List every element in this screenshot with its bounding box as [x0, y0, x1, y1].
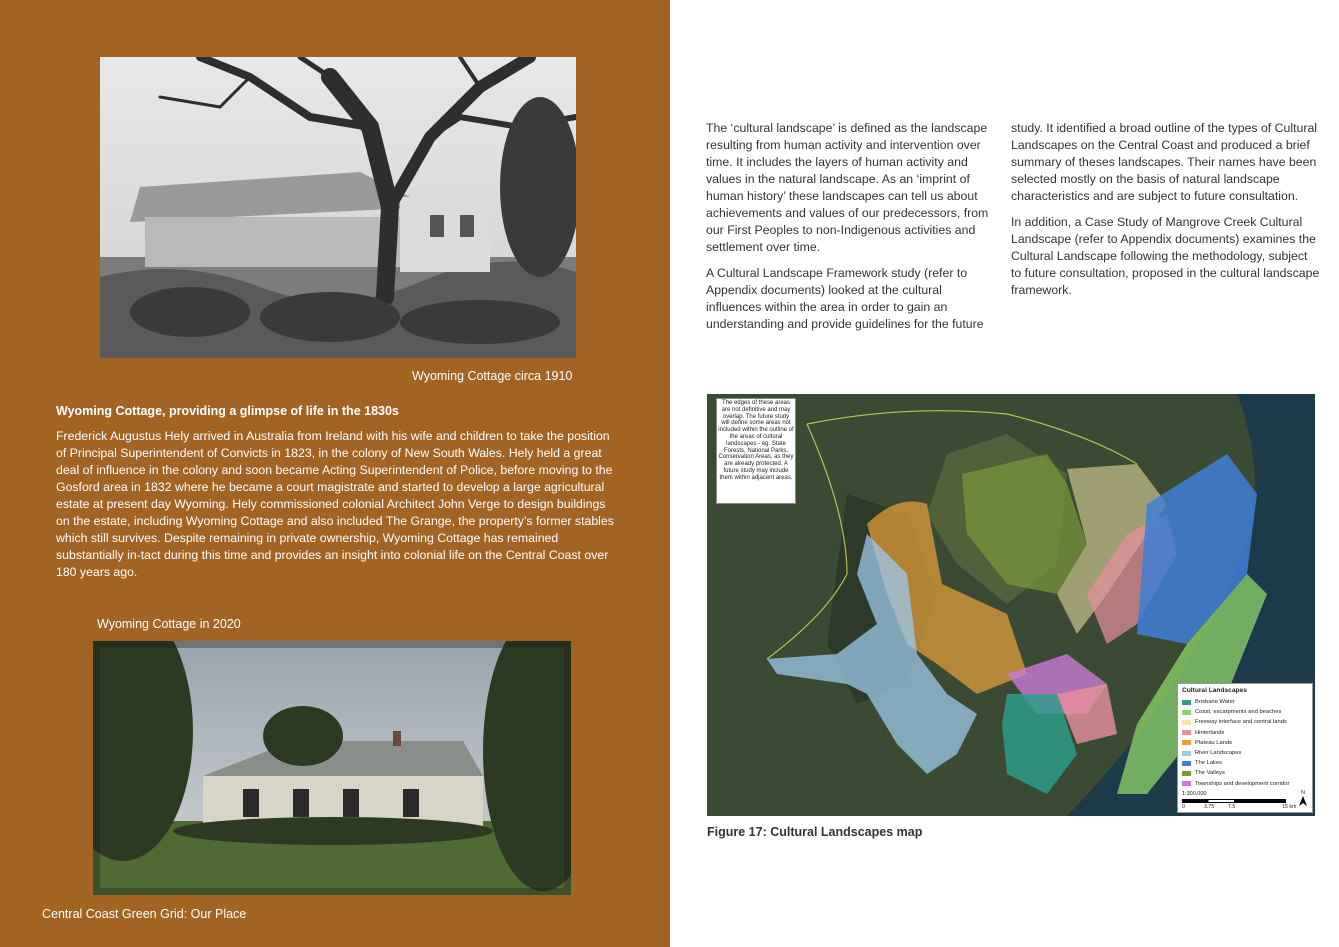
- paragraph-framework-study: A Cultural Landscape Framework study (refer to Appendix documents) looked at the cultural influences within the area in order to gain an understanding and provide guidelines for the future: [706, 266, 984, 331]
- legend-item: [1182, 697, 1308, 707]
- legend-label: Townships and development corridor: [1195, 780, 1290, 787]
- wyoming-cottage-2020-photo: [93, 641, 571, 895]
- scale-tick: 7.5: [1228, 803, 1236, 810]
- photo-2020-caption: Wyoming Cottage in 2020: [97, 617, 241, 631]
- paragraph-framework-study-cont: study. It identified a broad outline of the types of Cultural Landscapes on the Central Coast and produced a brief summary of theses landscapes. Their names have been selected mostly on the basis of natural landscape characteristics and are subject to future consultation.: [1011, 121, 1318, 203]
- legend-swatch: [1182, 730, 1191, 735]
- scale-ticks: [1182, 804, 1308, 811]
- legend-label: Hinterlands: [1195, 729, 1225, 736]
- legend-item: [1182, 758, 1308, 768]
- map-note: The edges of these areas are not definitive and may overlap. The future study will define some areas not included within the outline of the areas of cultural landscapes - eg. State Forests, National Parks, Conservation Areas, as they are already protected. A future study may include them within adjacent areas.: [716, 398, 796, 504]
- intro-column-left: [706, 120, 996, 342]
- section-body: Frederick Augustus Hely arrived in Australia from Ireland with his wife and children to take the position of Principal Superintendent of Convicts in 1823, in the colony of New South Wales. Hely held a great deal of influence in the colony and soon became Acting Superintendent of Police, before moving to the Gosford area in 1832 where he became a court magistrate and started to develop a large agricultural estate at present day Wyoming. Hely commissioned colonial Architect John Verge to design buildings on the estate, including Wyoming Cottage and also included The Grange, the property’s former stables which still survives. Despite remaining in private ownership, Wyoming Cottage has remained substantially in-tact during this time and provides an insight into colonial life on the Central Coast over 180 years ago.: [56, 429, 614, 579]
- legend-item: [1182, 707, 1308, 717]
- legend-swatch: [1182, 700, 1191, 705]
- legend-label: Freeway interface and central lands: [1195, 719, 1287, 726]
- legend-item: [1182, 717, 1308, 727]
- legend-item: [1182, 738, 1308, 748]
- section-heading: Wyoming Cottage, providing a glimpse of life in the 1830s: [56, 404, 399, 418]
- legend-swatch: [1182, 761, 1191, 766]
- legend-label: River Landscapes: [1195, 750, 1242, 757]
- legend-swatch: [1182, 720, 1191, 725]
- figure-caption: Figure 17: Cultural Landscapes map: [707, 825, 923, 839]
- paragraph-case-study: In addition, a Case Study of Mangrove Creek Cultural Landscape (refer to Appendix documents) examines the Cultural Landscape following the methodology, subject to future consultation, proposed in the cultural landscape framework.: [1011, 215, 1320, 297]
- legend-swatch: [1182, 751, 1191, 756]
- legend-item: [1182, 748, 1308, 758]
- scale-tick: 3.75: [1204, 803, 1215, 810]
- paragraph-cultural-landscape: The ‘cultural landscape’ is defined as the landscape resulting from human activity and intervention over time. It includes the layers of human activity and values in the natural landscape. As an ‘imprint of human history’ these landscapes can tell us about achievements and values of our predecessors, from our First Peoples to non-Indigenous activities and settlement over time.: [706, 121, 989, 254]
- map-scale: [1182, 791, 1308, 811]
- legend-label: Plateau Lands: [1195, 739, 1233, 746]
- scale-text: 1:300,000: [1182, 790, 1207, 797]
- photo-1910-caption: Wyoming Cottage circa 1910: [412, 369, 573, 383]
- legend-swatch: [1182, 710, 1191, 715]
- legend-label: Coast, escarpments and beaches: [1195, 709, 1282, 716]
- intro-column-right: [1011, 120, 1321, 308]
- legend-item: [1182, 779, 1308, 789]
- map-legend: [1177, 683, 1313, 813]
- cultural-landscapes-map: [707, 394, 1315, 816]
- legend-label: The Lakes: [1195, 760, 1223, 767]
- legend-items: [1182, 697, 1308, 789]
- wyoming-cottage-1910-photo: [100, 57, 576, 358]
- north-label: N: [1301, 790, 1305, 796]
- legend-label: The Valleys: [1195, 770, 1225, 777]
- legend-item: [1182, 768, 1308, 778]
- north-arrow-icon: [1299, 790, 1307, 808]
- scale-tick: 0: [1182, 803, 1185, 810]
- scale-bar: [1182, 799, 1286, 803]
- page-footer: Central Coast Green Grid: Our Place: [42, 907, 247, 921]
- legend-swatch: [1182, 740, 1191, 745]
- right-page: [670, 0, 1339, 947]
- legend-swatch: [1182, 781, 1191, 786]
- legend-item: [1182, 728, 1308, 738]
- legend-swatch: [1182, 771, 1191, 776]
- legend-label: Brisbane Water: [1195, 699, 1235, 706]
- scale-tick: 15 km: [1282, 803, 1297, 810]
- legend-title: Cultural Landscapes: [1182, 687, 1247, 694]
